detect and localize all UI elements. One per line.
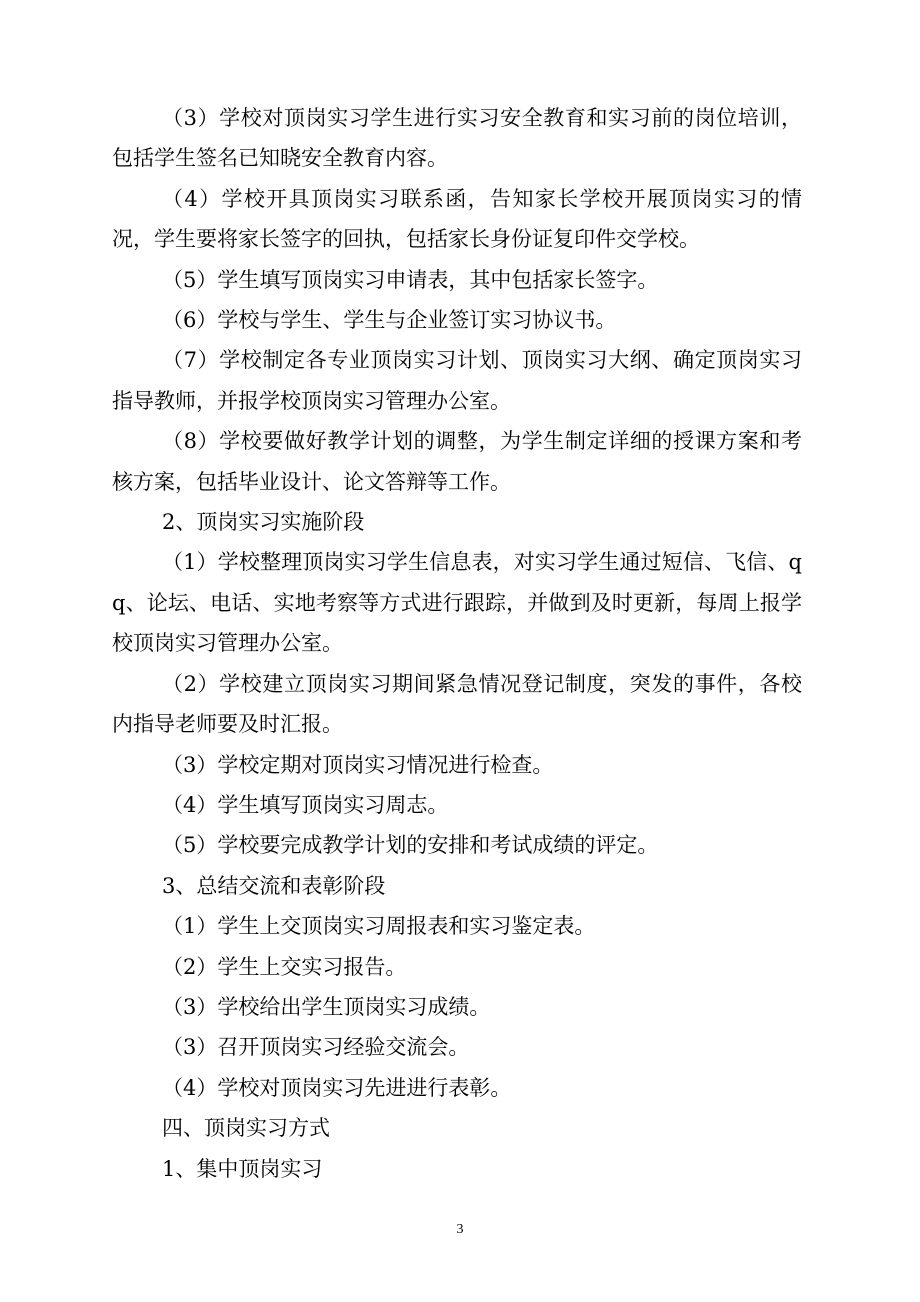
paragraph: （8）学校要做好教学计划的调整，为学生制定详细的授课方案和考核方案，包括毕业设计、论文答辩等工作。 — [112, 429, 802, 494]
paragraph: （1）学生上交顶岗实习周报表和实习鉴定表。 — [162, 914, 596, 939]
section-heading: 2、顶岗实习实施阶段 — [162, 510, 365, 535]
paragraph: （4）学生填写顶岗实习周志。 — [162, 792, 449, 817]
paragraph: （2）学生上交实习报告。 — [162, 954, 407, 979]
document-body — [112, 98, 802, 1189]
paragraph: （5）学校要完成教学计划的安排和考试成绩的评定。 — [162, 833, 659, 858]
paragraph: （4）学校开具顶岗实习联系函，告知家长学校开展顶岗实习的情况，学生要将家长签字的回执，包括家长身份证复印件交学校。 — [112, 186, 802, 252]
page-number: 3 — [456, 1222, 464, 1237]
paragraph: （3）学校定期对顶岗实习情况进行检查。 — [162, 752, 554, 777]
paragraph: （5）学生填写顶岗实习申请表，其中包括家长签字。 — [162, 267, 659, 292]
paragraph: （1）学校整理顶岗实习学生信息表，对实习学生通过短信、飞信、qq、论坛、电话、实地考察等方式进行跟踪，并做到及时更新，每周上报学校顶岗实习管理办公室。 — [112, 550, 802, 656]
paragraph: （3）学校对顶岗实习学生进行实习安全教育和实习前的岗位培训，包括学生签名已知晓安全教育内容。 — [112, 106, 802, 171]
paragraph: （7）学校制定各专业顶岗实习计划、顶岗实习大纲、确定顶岗实习指导教师，并报学校顶岗实习管理办公室。 — [112, 348, 802, 413]
paragraph: （2）学校建立顶岗实习期间紧急情况登记制度，突发的事件，各校内指导老师要及时汇报。 — [112, 671, 802, 737]
paragraph: （3）召开顶岗实习经验交流会。 — [162, 1035, 470, 1060]
section-heading: 3、总结交流和表彰阶段 — [162, 873, 386, 898]
section-heading: 1、集中顶岗实习 — [162, 1156, 323, 1181]
paragraph: （3）学校给出学生顶岗实习成绩。 — [162, 994, 491, 1019]
section-heading: 四、顶岗实习方式 — [162, 1116, 330, 1141]
paragraph: （4）学校对顶岗实习先进进行表彰。 — [162, 1075, 512, 1100]
paragraph: （6）学校与学生、学生与企业签订实习协议书。 — [162, 308, 617, 333]
